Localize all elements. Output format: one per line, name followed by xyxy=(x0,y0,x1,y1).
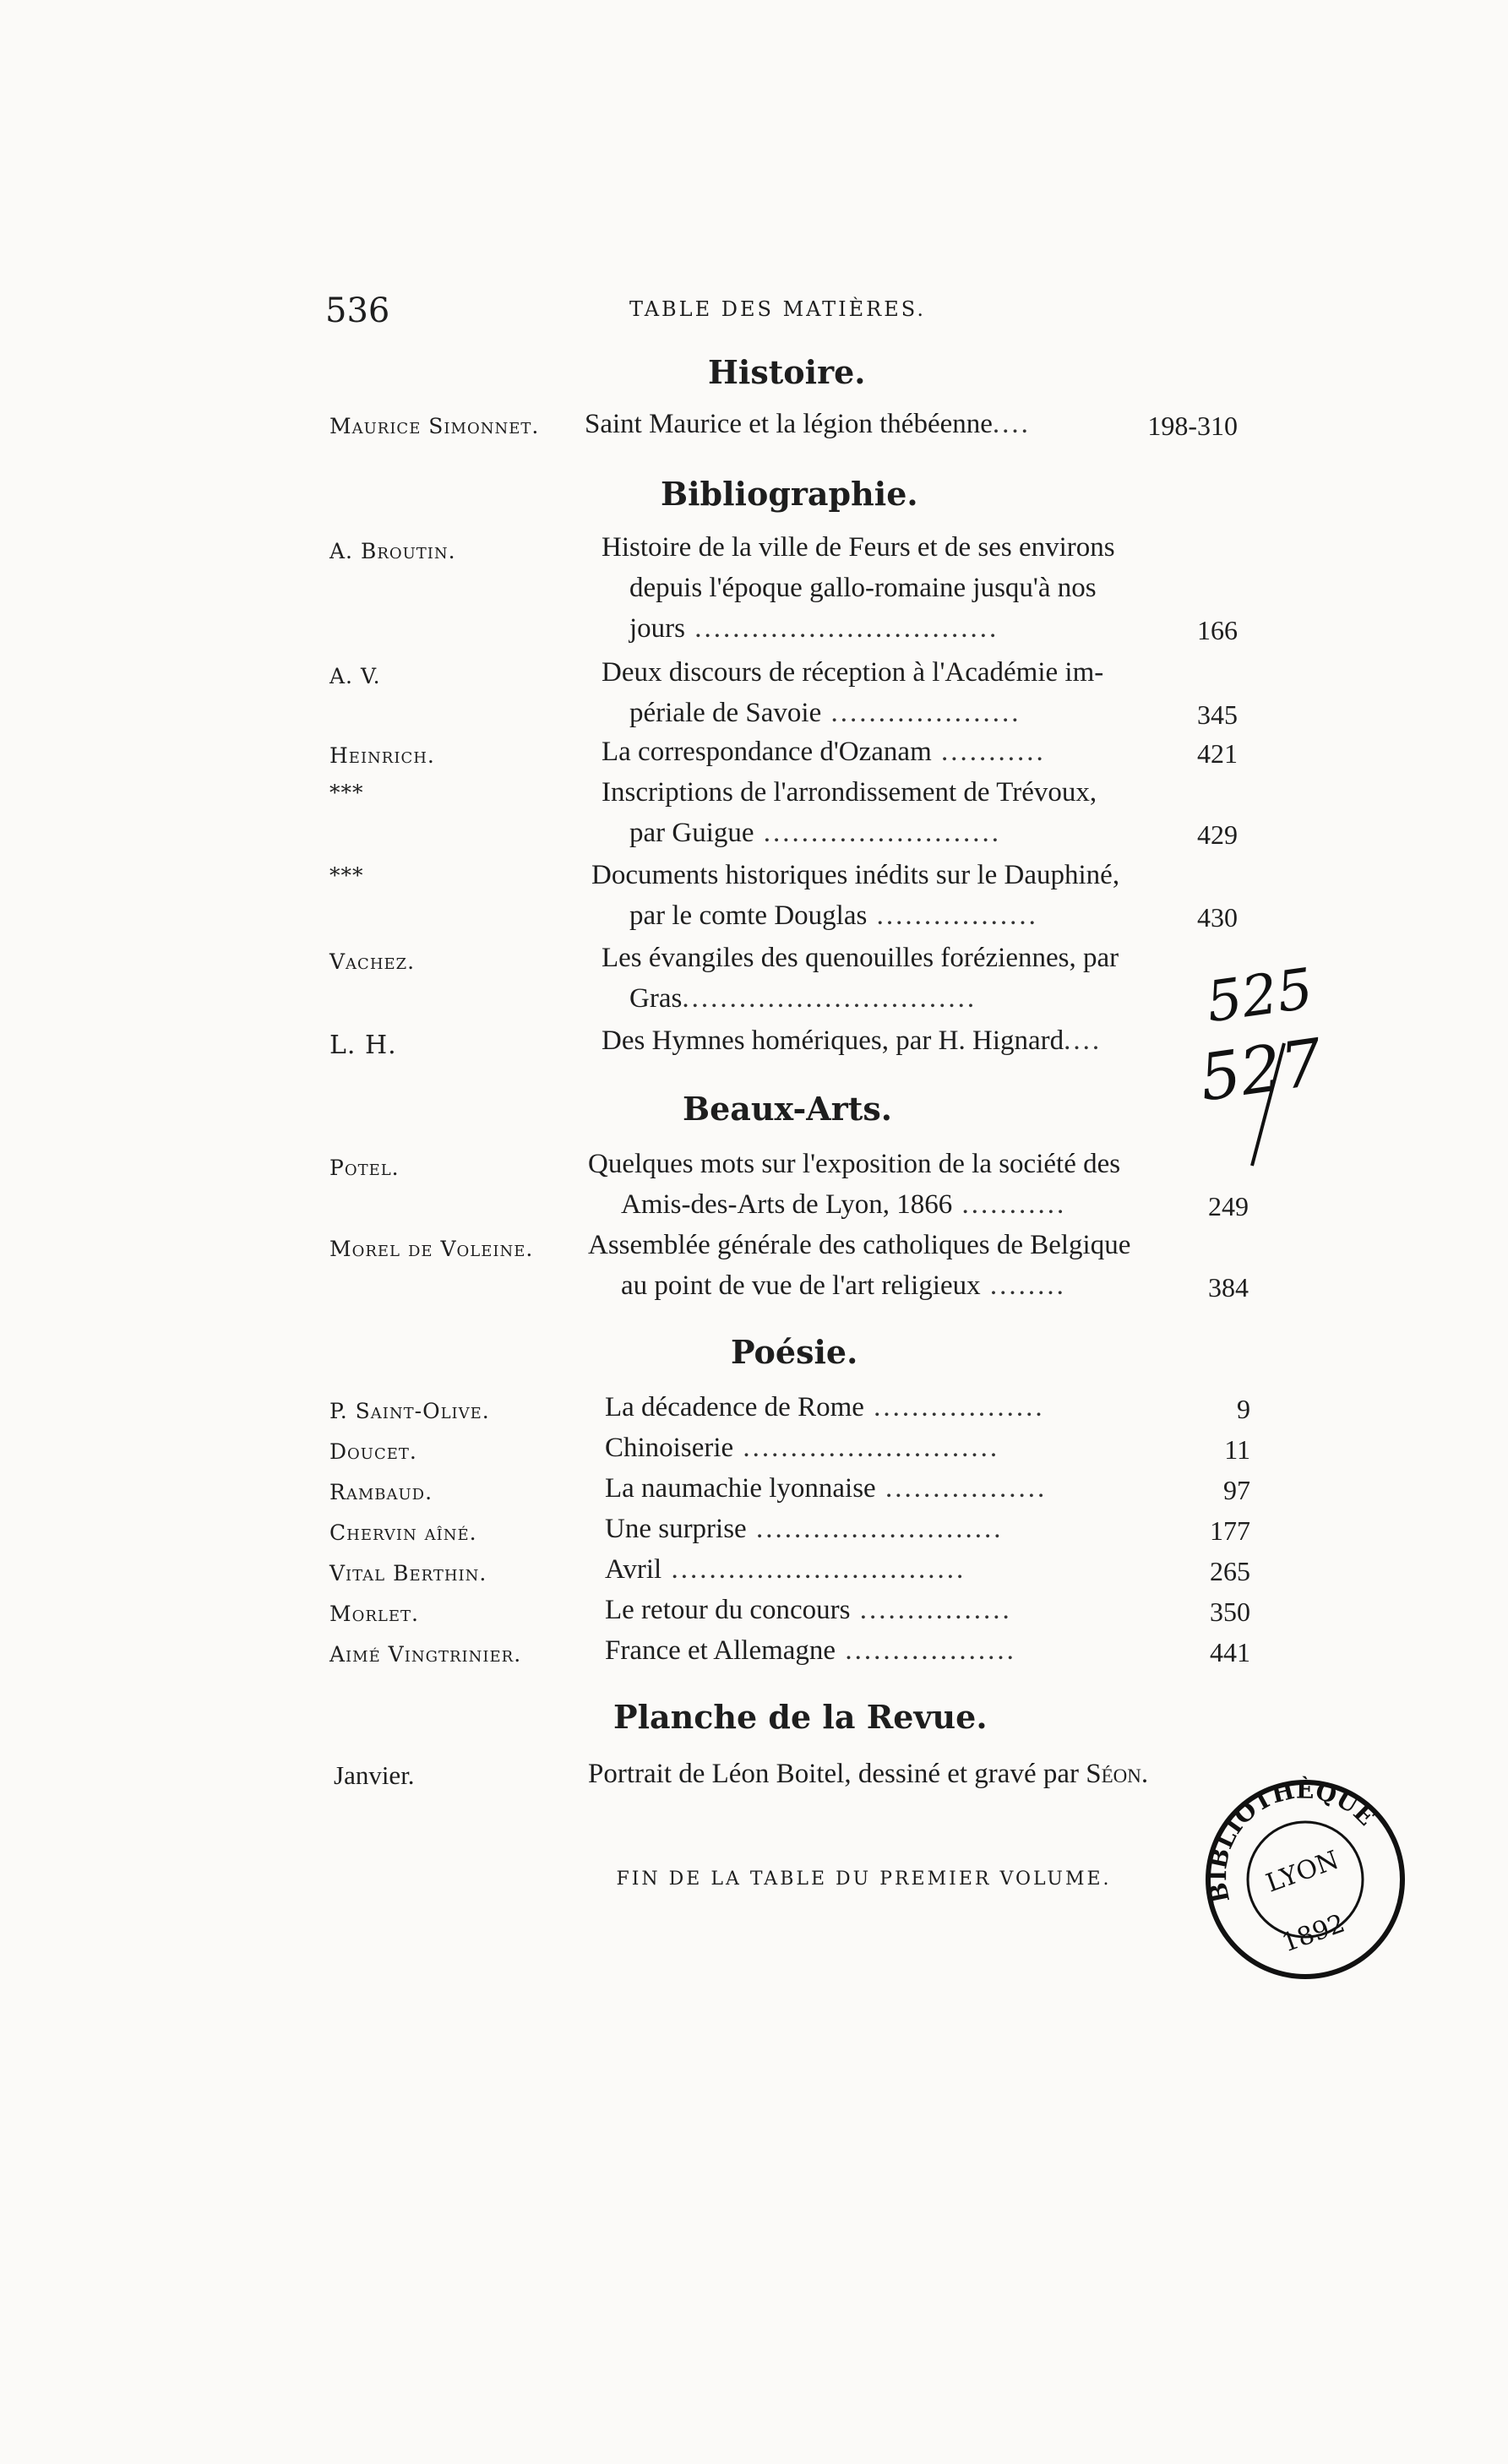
library-stamp xyxy=(1200,1774,1411,1988)
entry-title: Saint Maurice et la légion thébéenne.... xyxy=(585,409,1031,439)
entry-line: par le comte Douglas ................. xyxy=(629,900,1038,931)
entry-line: Avril ............................... xyxy=(605,1554,966,1585)
entry-line: Amis-des-Arts de Lyon, 1866 ........... xyxy=(621,1189,1067,1220)
author-rambaud: Rambaud. xyxy=(329,1480,433,1504)
section-bibliographie: Bibliographie. xyxy=(661,475,918,513)
entry-line: depuis l'époque gallo-romaine jusqu'à nos xyxy=(629,573,1097,603)
author-vachez: Vachez. xyxy=(329,949,416,974)
entry-line: Les évangiles des quenouilles foréziennes, par xyxy=(602,943,1119,973)
section-planche: Planche de la Revue. xyxy=(613,1698,988,1736)
planche-title: Portrait de Léon Boitel, dessiné et gravé par Séon. xyxy=(588,1759,1149,1789)
entry-line: périale de Savoie .................... xyxy=(629,698,1021,728)
planche-author: Janvier. xyxy=(334,1760,415,1790)
entry-pages: 198-310 xyxy=(1147,411,1238,441)
entry-line: Une surprise .......................... xyxy=(605,1514,1004,1544)
entry-page: 421 xyxy=(1197,738,1238,769)
entry-line: Gras............................... xyxy=(629,983,977,1014)
entry-line: Chinoiserie ........................... xyxy=(605,1433,1000,1463)
entry-line: jours ................................ xyxy=(629,613,999,644)
running-head: TABLE DES MATIÈRES. xyxy=(629,297,926,321)
entry-line: Quelques mots sur l'exposition de la société des xyxy=(588,1149,1121,1179)
author-vingtrinier: Aimé Vingtrinier. xyxy=(329,1642,522,1667)
section-beaux-arts: Beaux-Arts. xyxy=(683,1090,892,1128)
section-histoire: Histoire. xyxy=(708,353,866,391)
handwritten-annotation: 525 xyxy=(1202,955,1317,1036)
entry-line: Le retour du concours ................ xyxy=(605,1595,1012,1625)
entry-line: Inscriptions de l'arrondissement de Trévoux, xyxy=(602,777,1097,808)
handwritten-slash xyxy=(1242,1039,1293,1174)
author-chervin: Chervin aîné. xyxy=(329,1520,477,1545)
author-heinrich: Heinrich. xyxy=(329,743,435,768)
author-av: A. V. xyxy=(329,664,381,688)
author-lh: L. H. xyxy=(329,1031,397,1060)
entry-page: 350 xyxy=(1210,1596,1250,1627)
author-vital-berthin: Vital Berthin. xyxy=(329,1561,487,1586)
entry-page: 384 xyxy=(1208,1272,1249,1303)
author-doucet: Doucet. xyxy=(329,1439,417,1464)
entry-page: 345 xyxy=(1197,699,1238,730)
entry-line: La décadence de Rome .................. xyxy=(605,1392,1045,1422)
entry-line: La naumachie lyonnaise ................. xyxy=(605,1473,1048,1504)
entry-page: 430 xyxy=(1197,902,1238,933)
author-anonymous: *** xyxy=(329,863,364,888)
entry-page: 429 xyxy=(1197,819,1238,850)
entry-page: 441 xyxy=(1210,1637,1250,1667)
entry-line: Histoire de la ville de Feurs et de ses environs xyxy=(602,532,1115,563)
entry-page: 265 xyxy=(1210,1556,1250,1586)
stamp-year: 1892 xyxy=(1277,1908,1349,1959)
end-note: FIN DE LA TABLE DU PREMIER VOLUME. xyxy=(616,1868,1112,1890)
author-maurice-simonnet: Maurice Simonnet. xyxy=(329,414,540,438)
entry-line: France et Allemagne .................. xyxy=(605,1635,1016,1666)
entry-page: 249 xyxy=(1208,1191,1249,1221)
author-broutin: A. Broutin. xyxy=(329,539,456,563)
entry-page: 166 xyxy=(1197,615,1238,645)
entry-page: 11 xyxy=(1224,1434,1250,1465)
entry-line: Documents historiques inédits sur le Dauphiné, xyxy=(591,860,1120,890)
author-potel: Potel. xyxy=(329,1156,400,1180)
entry-line: Assemblée générale des catholiques de Belgique xyxy=(588,1230,1131,1260)
author-morlet: Morlet. xyxy=(329,1602,419,1626)
entry-line: au point de vue de l'art religieux ........ xyxy=(621,1270,1066,1301)
author-anonymous: *** xyxy=(329,781,364,805)
entry-page: 177 xyxy=(1210,1515,1250,1546)
author-morel-de-voleine: Morel de Voleine. xyxy=(329,1237,534,1261)
handwritten-annotation: 527 xyxy=(1195,1024,1327,1116)
page-number: 536 xyxy=(325,291,390,330)
stamp-city: LYON xyxy=(1262,1845,1343,1899)
entry-line: Deux discours de réception à l'Académie im- xyxy=(602,657,1104,688)
entry-page: 97 xyxy=(1223,1475,1250,1505)
section-poesie: Poésie. xyxy=(731,1333,858,1371)
author-saint-olive: P. Saint-Olive. xyxy=(329,1399,490,1423)
stamp-top-text: BIBLIOTHÈQUE xyxy=(1204,1776,1380,1906)
entry-line: Des Hymnes homériques, par H. Hignard.... xyxy=(602,1025,1102,1056)
entry-line: La correspondance d'Ozanam ........... xyxy=(602,737,1046,767)
entry-line: par Guigue ......................... xyxy=(629,818,1002,848)
entry-page: 9 xyxy=(1237,1394,1250,1424)
